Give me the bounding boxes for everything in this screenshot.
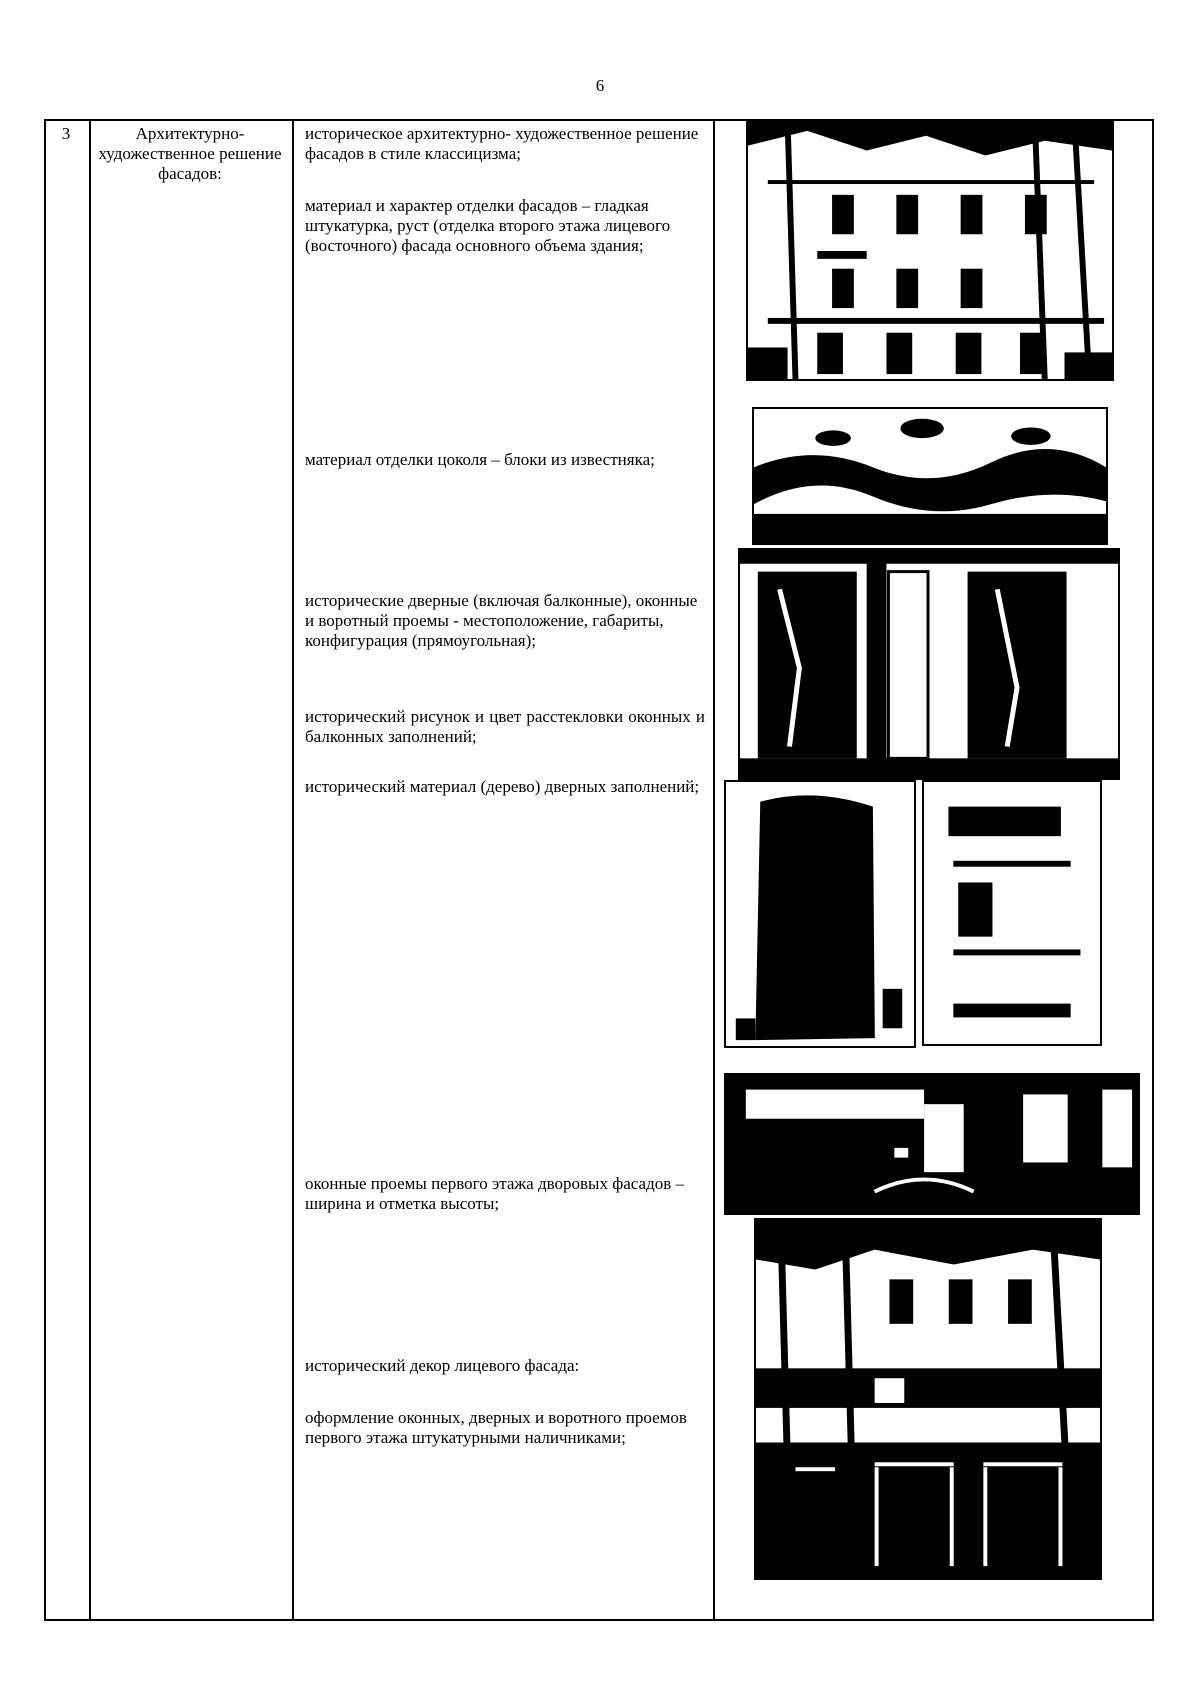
paragraph-style: историческое архитектурно- художественное решение фасадов в стиле классицизма; — [305, 124, 699, 163]
paragraph-courtyard-windows: оконные проемы первого этажа дворовых фасадов – ширина и отметка высоты; — [305, 1174, 685, 1213]
row-number: 3 — [61, 124, 71, 143]
column-divider-2 — [292, 119, 294, 1621]
window-frame-photo-icon — [922, 780, 1102, 1046]
column-divider-3 — [713, 119, 715, 1621]
courtyard-photo-icon — [724, 1073, 1140, 1215]
door-photo-icon — [724, 780, 916, 1048]
facade-decor-photo-icon — [754, 1218, 1102, 1580]
paragraph-door-material: исторический материал (дерево) дверных заполнений; — [305, 777, 700, 796]
paragraph-glazing: исторический рисунок и цвет расстекловки оконных и балконных заполнений; — [305, 707, 705, 746]
facade-photo-icon — [746, 119, 1114, 381]
paragraph-plinth: материал отделки цоколя – блоки из известняка; — [305, 450, 655, 469]
table-border-right — [1152, 119, 1154, 1621]
row-category: Архитектурно-художественное решение фасадов: — [98, 124, 282, 183]
page-number: 6 — [595, 76, 605, 95]
paragraph-surrounds: оформление оконных, дверных и воротного проемов первого этажа штукатурными наличниками; — [305, 1408, 687, 1447]
windows-photo-icon — [738, 548, 1120, 780]
paragraph-decor: исторический декор лицевого фасада: — [305, 1356, 580, 1375]
table-border-bottom — [44, 1619, 1154, 1621]
plinth-photo-icon — [752, 407, 1108, 545]
paragraph-openings: исторические дверные (включая балконные), оконные и воротный проемы - местоположение, габариты, конфигурация (прямоугольная); — [305, 591, 698, 650]
paragraph-finish: материал и характер отделки фасадов – гладкая штукатурка, руст (отделка второго этажа лицевого (восточного) фасада основного объема здания; — [305, 196, 671, 255]
column-divider-1 — [89, 119, 91, 1621]
table-border-left — [44, 119, 46, 1621]
